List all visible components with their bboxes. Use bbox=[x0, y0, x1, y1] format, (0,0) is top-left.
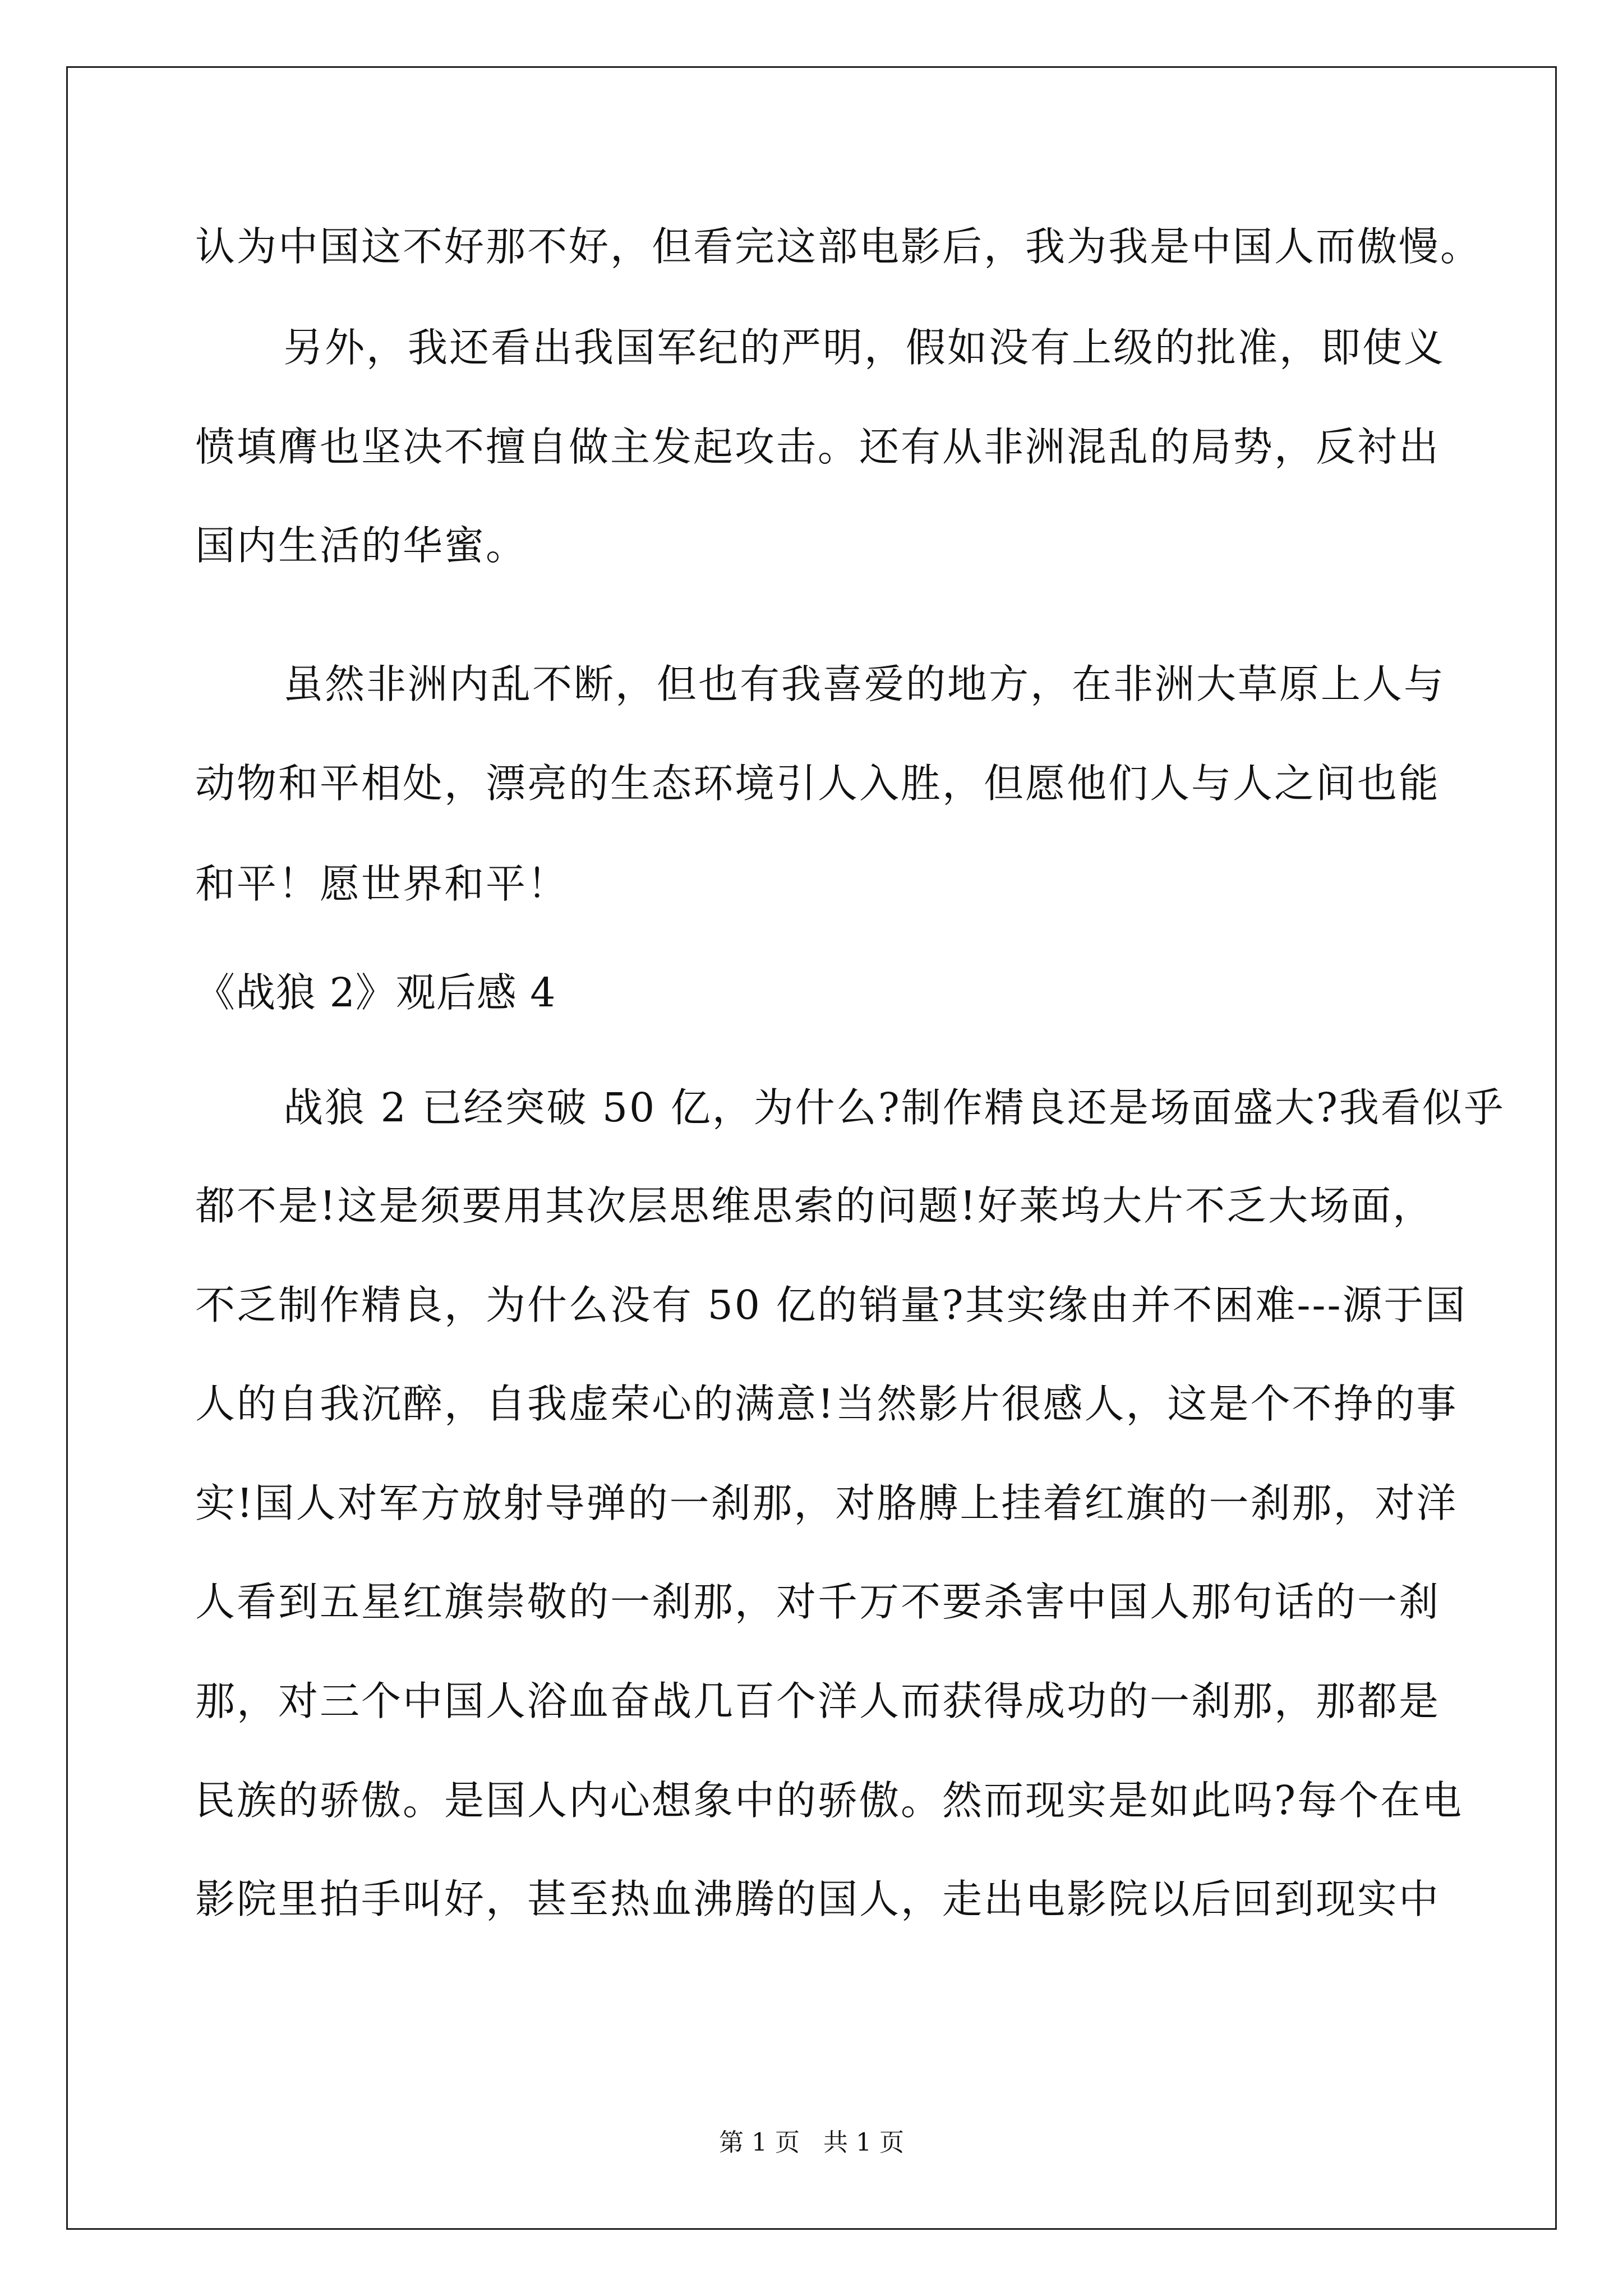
paragraph-line: 人的自我沉醉，自我虚荣心的满意!当然影片很感人，这是个不挣的事 bbox=[195, 1381, 1458, 1427]
page-footer: 第 1 页 共 1 页 bbox=[719, 2128, 904, 2157]
paragraph-line: 民族的骄傲。是国人内心想象中的骄傲。然而现实是如此吗?每个在电 bbox=[195, 1777, 1464, 1824]
paragraph-line: 愤填膺也坚决不擅自做主发起攻击。还有从非洲混乱的局势，反衬出 bbox=[195, 424, 1441, 470]
paragraph-line: 影院里拍手叫好，甚至热血沸腾的国人，走出电影院以后回到现实中 bbox=[195, 1876, 1441, 1922]
paragraph-line: 和平！愿世界和平！ bbox=[195, 861, 569, 907]
paragraph-line: 认为中国这不好那不好，但看完这部电影后，我为我是中国人而傲慢。 bbox=[195, 223, 1482, 270]
paragraph-line: 实!国人对军方放射导弹的一刹那，对胳膊上挂着红旗的一刹那，对洋 bbox=[195, 1480, 1458, 1526]
paragraph-line: 都不是!这是须要用其次层思维思索的问题!好莱坞大片不乏大场面， bbox=[195, 1182, 1435, 1229]
paragraph-line: 虽然非洲内乱不断，但也有我喜爱的地方，在非洲大草原上人与 bbox=[283, 661, 1446, 707]
paragraph-line: 不乏制作精良，为什么没有 50 亿的销量?其实缘由并不困难---源于国 bbox=[195, 1282, 1467, 1328]
paragraph-line: 人看到五星红旗崇敬的一刹那，对千万不要杀害中国人那句话的一刹 bbox=[195, 1579, 1441, 1625]
paragraph-line: 国内生活的华蜜。 bbox=[195, 522, 528, 569]
paragraph-line: 战狼 2 已经突破 50 亿，为什么?制作精良还是场面盛大?我看似乎 bbox=[283, 1084, 1505, 1131]
paragraph-line: 那，对三个中国人浴血奋战几百个洋人而获得成功的一刹那，那都是 bbox=[195, 1678, 1441, 1724]
section-heading: 《战狼 2》观后感 4 bbox=[195, 969, 556, 1016]
paragraph-line: 另外，我还看出我国军纪的严明，假如没有上级的批准，即使义 bbox=[283, 324, 1446, 371]
paragraph-line: 动物和平相处，漂亮的生态环境引人入胜，但愿他们人与人之间也能 bbox=[195, 760, 1441, 807]
